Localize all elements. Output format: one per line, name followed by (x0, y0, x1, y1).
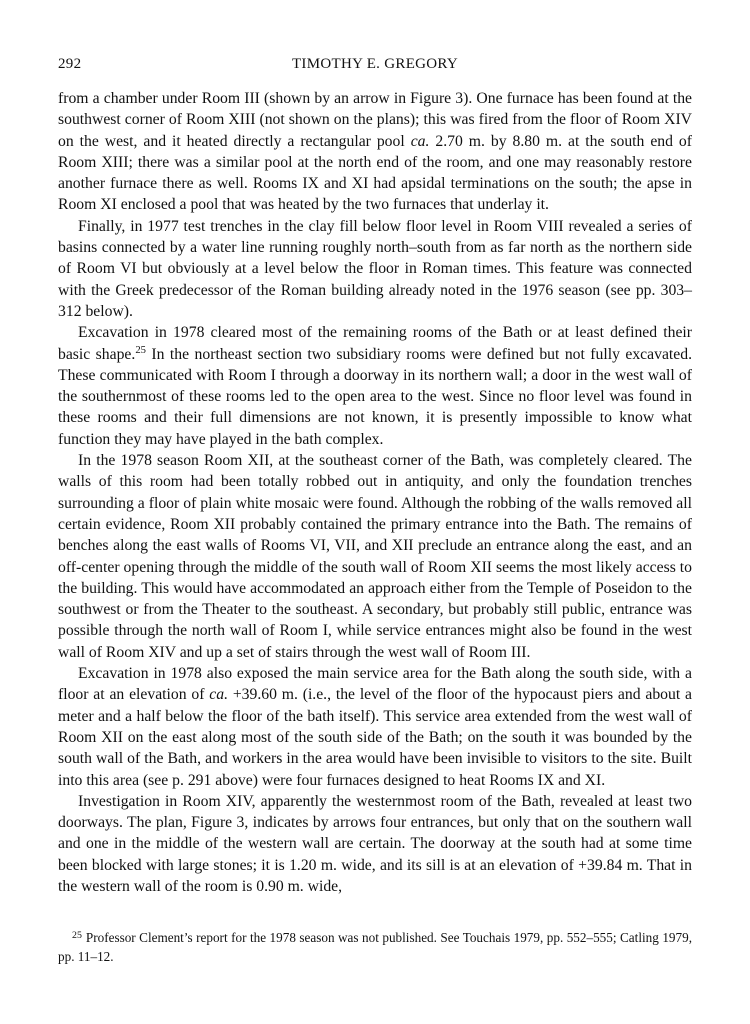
paragraph: Excavation in 1978 cleared most of the remaining rooms of the Bath or at least defined their basic shape.$^{25}$ In the northeast section two subsidiary rooms were defined but not fully excavated. These communicated with Room I through a doorway in its northern wall; a door in the west wall of the southernmost of these rooms led to the open area to the west. Since no floor level was found in these rooms and their full dimensions are not known, it is presently impossible to know what function they may have played in the bath complex. (58, 324, 693, 448)
paragraph: Excavation in 1978 also exposed the main service area for the Bath along the south side, with a floor at an elevation of ca. +39.60 m. (i.e., the level of the floor of the hypocaust piers and about a meter and a half below the floor of the bath itself). This service area extended from the west wall of Room XII on the east along most of the south side of the Bath; on the south it was bounded by the south wall of the Bath, and workers in the area would have been invisible to visitors to the site. Built into this area (see p. 291 above) were four furnaces designed to heat Rooms IX and XI. (58, 665, 692, 789)
footnote-number: 25 (72, 929, 82, 941)
paragraph: Finally, in 1977 test trenches in the clay fill below floor level in Room VIII revealed a series of basins connected by a water line running roughly north–south from as far north as the northern side of Room VI but obviously at a level below the floor in Roman times. This feature was connected with the Greek predecessor of the Roman building already noted in the 1976 season (see pp. 303–312 below). (58, 217, 692, 320)
footnote-text: Professor Clement’s report for the 1978 season was not published. See Touchais 1979, pp. 552–555; Catling 1979, pp. 11–12. (58, 930, 692, 964)
paragraph: from a chamber under Room III (shown by an arrow in Figure 3). One furnace has been found at the southwest corner of Room XIII (not shown on the plans); this was fired from the floor of Room XIV on the west, and it heated directly a rectangular pool ca. 2.70 m. by 8.80 m. at the south end of Room XIII; there was a similar pool at the north end of the room, and one may reasonably restore another furnace there as well. Rooms IX and XI had apsidal terminations on the south; the apse in Room XI enclosed a pool that was heated by the two furnaces that underlay it. (58, 90, 692, 214)
body-text (58, 88, 692, 897)
paragraph: Investigation in Room XIV, apparently the westernmost room of the Bath, revealed at least two doorways. The plan, Figure 3, indicates by arrows four entrances, but only that on the southern wall and one in the middle of the western wall are certain. The doorway at the south had at some time been blocked with large stones; it is 1.20 m. wide, and its sill is at an elevation of +39.84 m. That in the western wall of the room is 0.90 m. wide, (58, 792, 692, 895)
running-head (58, 56, 692, 76)
paragraph: In the 1978 season Room XII, at the southeast corner of the Bath, was completely cleared. The walls of this room had been totally robbed out in antiquity, and only the foundation trenches surrounding a floor of plain white mosaic were found. Although the robbing of the walls removed all certain evidence, Room XII probably contained the primary entrance into the Bath. The remains of benches along the east walls of Rooms VI, VII, and XII preclude an entrance along the east, and an off-center opening through the middle of the south wall of Room XII seems the most likely access to the building. This would have accommodated an approach either from the Temple of Poseidon to the southwest or from the Theater to the southeast. A secondary, but probably still public, entrance was possible through the north wall of Room I, while service entrances might also be found in the west wall of Room XIV and up a set of stairs through the west wall of Room III. (58, 452, 692, 661)
footnote (58, 928, 692, 966)
footnote-reference[interactable]: 25 (135, 343, 146, 356)
running-head-author: TIMOTHY E. GREGORY (291, 56, 459, 72)
page-number: 292 (58, 56, 82, 72)
